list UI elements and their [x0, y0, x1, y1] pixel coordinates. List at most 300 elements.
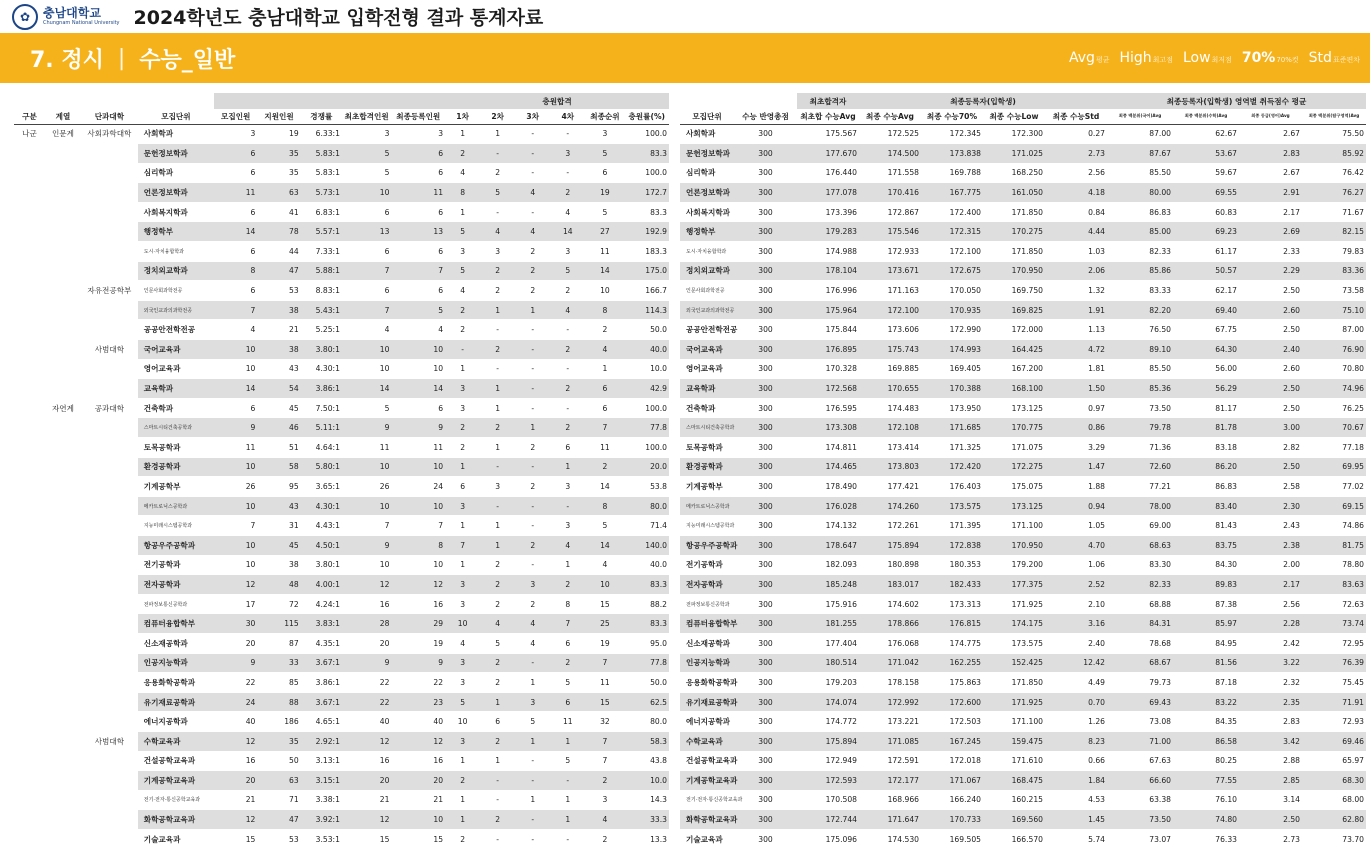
cell: 178.647: [797, 535, 859, 555]
cell: 167.775: [921, 183, 983, 203]
cell: 40.0: [625, 340, 669, 360]
cell: 2: [445, 320, 480, 340]
column-header: 모집단위: [680, 109, 734, 124]
cell: 4: [550, 535, 585, 555]
table-row: [680, 810, 1366, 830]
cell: 69.15: [1302, 496, 1366, 516]
dept-name: 행정학부: [138, 222, 214, 242]
cell: -: [515, 653, 550, 673]
cell: 174.465: [797, 457, 859, 477]
dept-name: 교육학과: [138, 379, 214, 399]
cell: 6: [214, 281, 257, 301]
column-header: 최초합격인원: [342, 109, 392, 124]
cell: 3.16: [1045, 614, 1107, 634]
cell: 170.935: [921, 300, 983, 320]
table-row: [680, 555, 1366, 575]
column-header: 수능 반영총점: [734, 109, 797, 124]
cell: 7.50:1: [301, 398, 342, 418]
cell: 10: [391, 810, 445, 830]
cell: 79.73: [1107, 673, 1173, 693]
table-row: [14, 222, 669, 242]
dept-name: 유기재료공학과: [680, 692, 734, 712]
cell: 15: [585, 594, 624, 614]
cell: 72.60: [1107, 457, 1173, 477]
group-cell: [81, 810, 138, 830]
cell: 74.96: [1302, 379, 1366, 399]
group-cell: 사회과학대학: [81, 124, 138, 144]
cell: 2.38: [1239, 535, 1302, 555]
cell: 179.200: [983, 555, 1045, 575]
group-cell: [14, 653, 45, 673]
cell: 2: [515, 594, 550, 614]
cell: 69.55: [1173, 183, 1239, 203]
group-cell: [81, 222, 138, 242]
table-row: [680, 359, 1366, 379]
group-cell: [81, 438, 138, 458]
cell: 80.25: [1173, 751, 1239, 771]
cell: 4.49: [1045, 673, 1107, 693]
cell: 76.39: [1302, 653, 1366, 673]
cell: 172.108: [859, 418, 921, 438]
cell: 171.850: [983, 202, 1045, 222]
cell: 2.67: [1239, 124, 1302, 144]
cell: 172.018: [921, 751, 983, 771]
group-cell: [45, 594, 81, 614]
cell: 171.075: [983, 438, 1045, 458]
cell: 6: [391, 144, 445, 164]
cell: 2: [550, 281, 585, 301]
cell: 64.30: [1173, 340, 1239, 360]
cell: 16: [214, 751, 257, 771]
cell: 77.18: [1302, 438, 1366, 458]
cell: 176.440: [797, 163, 859, 183]
cell: 300: [734, 555, 797, 575]
cell: 14: [342, 379, 392, 399]
cell: 2.82: [1239, 438, 1302, 458]
dept-name: 심리학과: [680, 163, 734, 183]
column-header: 최종 등급(영어)Avg: [1239, 109, 1302, 124]
cell: 87.18: [1173, 673, 1239, 693]
cell: 10.0: [625, 771, 669, 791]
cell: 173.575: [983, 633, 1045, 653]
cell: 14.3: [625, 790, 669, 810]
group-cell: [14, 359, 45, 379]
cell: 76.50: [1107, 320, 1173, 340]
group-cell: [14, 673, 45, 693]
cell: 3.92:1: [301, 810, 342, 830]
dept-name: 도시·자치융합학과: [680, 242, 734, 262]
cell: 86.58: [1173, 731, 1239, 751]
cell: 1: [515, 300, 550, 320]
dept-name: 인공지능학과: [138, 653, 214, 673]
cell: 172.525: [859, 124, 921, 144]
cell: 100.0: [625, 124, 669, 144]
cell: -: [550, 829, 585, 849]
cell: 80.0: [625, 712, 669, 732]
cell: 168.100: [983, 379, 1045, 399]
cell: 77.02: [1302, 477, 1366, 497]
cell: 74.80: [1173, 810, 1239, 830]
cell: 172.933: [859, 242, 921, 262]
cell: 76.25: [1302, 398, 1366, 418]
cell: 175.894: [859, 535, 921, 555]
dept-name: 건축학과: [138, 398, 214, 418]
cell: 173.606: [859, 320, 921, 340]
cell: 175.0: [625, 261, 669, 281]
cell: 80.00: [1107, 183, 1173, 203]
cell: 172.992: [859, 692, 921, 712]
cell: 171.042: [859, 653, 921, 673]
cell: 32: [585, 712, 624, 732]
dept-name: 사회학과: [680, 124, 734, 144]
cell: 178.866: [859, 614, 921, 634]
table-row: [680, 202, 1366, 222]
cell: 81.56: [1173, 653, 1239, 673]
cell: 2: [550, 379, 585, 399]
cell: 13: [342, 222, 392, 242]
cell: 172.400: [921, 202, 983, 222]
cell: 170.328: [797, 359, 859, 379]
cell: -: [515, 516, 550, 536]
cell: 3.22: [1239, 653, 1302, 673]
cell: 2.58: [1239, 477, 1302, 497]
dept-name: 건설공학교육과: [680, 751, 734, 771]
cell: 73.70: [1302, 829, 1366, 849]
cell: 166.240: [921, 790, 983, 810]
table-row: [14, 535, 669, 555]
cell: 5.88:1: [301, 261, 342, 281]
cell: 6: [585, 398, 624, 418]
column-header: 최종 백분위(탐구영역)Avg: [1302, 109, 1366, 124]
cell: 169.505: [921, 829, 983, 849]
cell: 2.29: [1239, 261, 1302, 281]
cell: 10: [445, 614, 480, 634]
cell: 175.743: [859, 340, 921, 360]
cell: -: [550, 320, 585, 340]
cell: 300: [734, 496, 797, 516]
cell: -: [515, 340, 550, 360]
cell: 83.36: [1302, 261, 1366, 281]
cell: 5.83:1: [301, 163, 342, 183]
cell: 2.50: [1239, 320, 1302, 340]
cell: 2: [480, 810, 515, 830]
dept-name: 사회복지학과: [138, 202, 214, 222]
cell: 178.490: [797, 477, 859, 497]
legend-item: [1309, 50, 1360, 66]
cell: 2: [480, 594, 515, 614]
cell: 84.31: [1107, 614, 1173, 634]
cell: 68.88: [1107, 594, 1173, 614]
cell: 300: [734, 771, 797, 791]
group-cell: [14, 516, 45, 536]
cell: 2: [585, 771, 624, 791]
legend-desc: 표준편차: [1332, 56, 1360, 64]
cell: 5: [550, 751, 585, 771]
cell: 185.248: [797, 575, 859, 595]
cell: 2.17: [1239, 575, 1302, 595]
cell: 3.86:1: [301, 673, 342, 693]
cell: 50.57: [1173, 261, 1239, 281]
cell: 3: [445, 594, 480, 614]
cell: 300: [734, 516, 797, 536]
cell: -: [480, 359, 515, 379]
cell: 12.42: [1045, 653, 1107, 673]
cell: 170.275: [983, 222, 1045, 242]
cell: 1: [550, 555, 585, 575]
cell: 174.811: [797, 438, 859, 458]
cell: 3: [445, 731, 480, 751]
dept-name: 도시·자치융합학과: [138, 242, 214, 262]
cell: 171.100: [983, 712, 1045, 732]
table-row: [14, 477, 669, 497]
group-cell: [14, 633, 45, 653]
university-logo-icon: ✿: [12, 4, 38, 30]
cell: 300: [734, 398, 797, 418]
cell: 172.420: [921, 457, 983, 477]
cell: 3.53:1: [301, 829, 342, 849]
dept-name: 전기공학과: [680, 555, 734, 575]
group-cell: [81, 261, 138, 281]
cell: 5: [550, 673, 585, 693]
group-cell: [14, 144, 45, 164]
cell: 73.58: [1302, 281, 1366, 301]
cell: 169.560: [983, 810, 1045, 830]
table-row: [14, 653, 669, 673]
cell: 85.50: [1107, 163, 1173, 183]
cell: 83.75: [1173, 535, 1239, 555]
cell: 48: [257, 575, 300, 595]
cell: 83.18: [1173, 438, 1239, 458]
cell: 300: [734, 183, 797, 203]
group-cell: [45, 144, 81, 164]
group-cell: [45, 222, 81, 242]
group-cell: [14, 575, 45, 595]
cell: 4: [515, 614, 550, 634]
cell: 5: [445, 692, 480, 712]
cell: 22: [342, 692, 392, 712]
cell: 4.30:1: [301, 496, 342, 516]
cell: 4.43:1: [301, 516, 342, 536]
cell: 173.414: [859, 438, 921, 458]
cell: 82.20: [1107, 300, 1173, 320]
cell: 56.00: [1173, 359, 1239, 379]
table-row: [680, 673, 1366, 693]
cell: 300: [734, 633, 797, 653]
cell: 38: [257, 555, 300, 575]
table-row: [14, 731, 669, 751]
cell: 44: [257, 242, 300, 262]
table-row: [14, 124, 669, 144]
dept-name: 신소재공학과: [680, 633, 734, 653]
cell: 11: [585, 242, 624, 262]
cell: 2: [480, 163, 515, 183]
cell: 4.24:1: [301, 594, 342, 614]
cell: 167.200: [983, 359, 1045, 379]
column-header: 최초합 수능Avg: [797, 109, 859, 124]
cell: 178.158: [859, 673, 921, 693]
cell: 5: [515, 712, 550, 732]
table-row: [14, 790, 669, 810]
cell: 6: [214, 144, 257, 164]
cell: 172.949: [797, 751, 859, 771]
cell: 63: [257, 183, 300, 203]
cell: 2: [480, 281, 515, 301]
table-row: [14, 712, 669, 732]
cell: 176.996: [797, 281, 859, 301]
column-header: 구분: [14, 109, 45, 124]
cell: 2.40: [1045, 633, 1107, 653]
cell: 7: [585, 731, 624, 751]
cell: 169.825: [983, 300, 1045, 320]
table-row: [680, 457, 1366, 477]
cell: 300: [734, 810, 797, 830]
cell: 3: [515, 575, 550, 595]
table-row: [680, 653, 1366, 673]
cell: 8: [445, 183, 480, 203]
cell: 76.10: [1173, 790, 1239, 810]
cell: 173.838: [921, 144, 983, 164]
cell: -: [515, 163, 550, 183]
cell: 8.83:1: [301, 281, 342, 301]
cell: 175.863: [921, 673, 983, 693]
cell: 73.74: [1302, 614, 1366, 634]
cell: 9: [342, 418, 392, 438]
column-header: 지원인원: [257, 109, 300, 124]
cell: 8: [214, 261, 257, 281]
cell: 173.308: [797, 418, 859, 438]
cell: 174.775: [921, 633, 983, 653]
cell: 19: [585, 633, 624, 653]
group-cell: [81, 535, 138, 555]
cell: 7: [445, 535, 480, 555]
cell: 7: [214, 516, 257, 536]
dept-name: 전파정보통신공학과: [138, 594, 214, 614]
table-row: [680, 163, 1366, 183]
cell: 176.068: [859, 633, 921, 653]
cell: 177.078: [797, 183, 859, 203]
table-row: [680, 731, 1366, 751]
cell: 87.00: [1107, 124, 1173, 144]
dept-name: 인문사회과학전공: [680, 281, 734, 301]
cell: 169.405: [921, 359, 983, 379]
group-cell: [81, 555, 138, 575]
cell: 4: [515, 633, 550, 653]
cell: 26: [214, 477, 257, 497]
cell: 6: [445, 477, 480, 497]
cell: 4: [550, 300, 585, 320]
cell: 2: [445, 300, 480, 320]
column-header: 모집단위: [138, 109, 214, 124]
cell: 22: [214, 673, 257, 693]
cell: 2.85: [1239, 771, 1302, 791]
cell: 171.850: [983, 673, 1045, 693]
cell: 72.95: [1302, 633, 1366, 653]
cell: 3.80:1: [301, 555, 342, 575]
cell: 2: [515, 477, 550, 497]
group-cell: [14, 457, 45, 477]
group-cell: [45, 555, 81, 575]
cell: 4: [214, 320, 257, 340]
cell: 175.567: [797, 124, 859, 144]
cell: 87: [257, 633, 300, 653]
cell: 79.78: [1107, 418, 1173, 438]
cell: 300: [734, 731, 797, 751]
group-header: 최종등록자(입학생) 영역별 취득점수 평균: [1107, 93, 1366, 109]
table-row: [680, 633, 1366, 653]
group-cell: [81, 242, 138, 262]
cell: 174.772: [797, 712, 859, 732]
cell: 14: [550, 222, 585, 242]
cell: 174.175: [983, 614, 1045, 634]
dept-name: 행정학부: [680, 222, 734, 242]
cell: 5: [342, 144, 392, 164]
table-row: [680, 379, 1366, 399]
cell: 175.916: [797, 594, 859, 614]
cell: 83.30: [1107, 555, 1173, 575]
cell: 100.0: [625, 398, 669, 418]
cell: 10: [342, 555, 392, 575]
cell: 21: [391, 790, 445, 810]
cell: 171.085: [859, 731, 921, 751]
top-bar: [0, 0, 1370, 33]
cell: 58.3: [625, 731, 669, 751]
cell: 16: [391, 751, 445, 771]
cell: 10: [214, 457, 257, 477]
cell: 6: [585, 163, 624, 183]
table-row: [680, 594, 1366, 614]
cell: 2: [550, 340, 585, 360]
cell: 10: [214, 496, 257, 516]
cell: 180.353: [921, 555, 983, 575]
cell: 46: [257, 418, 300, 438]
cell: 3: [391, 124, 445, 144]
cell: -: [515, 124, 550, 144]
cell: 2: [445, 771, 480, 791]
dept-name: 유기재료공학과: [138, 692, 214, 712]
group-cell: [81, 359, 138, 379]
cell: 19: [257, 124, 300, 144]
table-row: [14, 438, 669, 458]
table-row: [680, 242, 1366, 262]
cell: 21: [342, 790, 392, 810]
group-cell: [14, 771, 45, 791]
cell: 4: [585, 555, 624, 575]
cell: 35: [257, 144, 300, 164]
cell: 3: [342, 124, 392, 144]
table-row: [680, 477, 1366, 497]
cell: 83.40: [1173, 496, 1239, 516]
table-row: [680, 614, 1366, 634]
dept-name: 기술교육과: [138, 829, 214, 849]
cell: 169.750: [983, 281, 1045, 301]
cell: 1: [480, 379, 515, 399]
cell: 10: [585, 281, 624, 301]
cell: 1: [445, 751, 480, 771]
cell: 2: [480, 731, 515, 751]
cell: 174.530: [859, 829, 921, 849]
group-cell: [14, 438, 45, 458]
dept-name: 화학공학교육과: [138, 810, 214, 830]
group-cell: [81, 614, 138, 634]
group-cell: [81, 712, 138, 732]
cell: 11: [391, 183, 445, 203]
cell: 173.671: [859, 261, 921, 281]
cell: 175.964: [797, 300, 859, 320]
cell: 1.91: [1045, 300, 1107, 320]
cell: 300: [734, 144, 797, 164]
cell: 300: [734, 477, 797, 497]
cell: 1.26: [1045, 712, 1107, 732]
